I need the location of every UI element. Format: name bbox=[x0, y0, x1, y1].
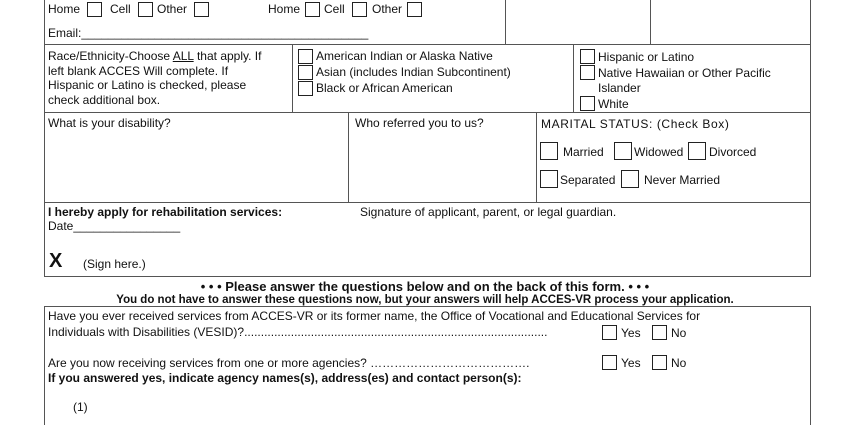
race-hispanic-checkbox[interactable] bbox=[580, 49, 595, 64]
apply-date-field[interactable]: Date________________ bbox=[48, 219, 181, 233]
phone2-home-checkbox[interactable] bbox=[305, 2, 320, 17]
instructions-heading: • • • Please answer the questions below and on the back of this form. • • • bbox=[200, 279, 650, 294]
marital-status-title: MARITAL STATUS: (Check Box) bbox=[541, 117, 730, 131]
questions-box-top bbox=[44, 306, 811, 307]
agency-item-1-label: (1) bbox=[73, 400, 88, 414]
prior-services-yes-label: Yes bbox=[621, 326, 641, 340]
race-asian-label: Asian (includes Indian Subcontinent) bbox=[316, 65, 511, 79]
race-prompt-all: ALL bbox=[172, 49, 194, 63]
question-agency-details: If you answered yes, indicate agency names(s), address(es) and contact person(s): bbox=[48, 371, 522, 385]
phone-cell-label: Cell bbox=[110, 2, 131, 16]
agency-item-1-input[interactable] bbox=[95, 396, 795, 418]
race-prompt-line3: Hispanic or Latino is checked, please bbox=[48, 78, 247, 92]
current-agencies-no-checkbox[interactable] bbox=[652, 355, 667, 370]
table-border-right bbox=[810, 0, 811, 276]
apply-statement: I hereby apply for rehabilitation services: bbox=[48, 205, 283, 219]
phone-home-label: Home bbox=[48, 2, 81, 16]
race-asian-checkbox[interactable] bbox=[298, 65, 313, 80]
marital-never-married-checkbox[interactable] bbox=[621, 170, 639, 188]
phone-other-checkbox[interactable] bbox=[194, 2, 209, 17]
current-agencies-yes-label: Yes bbox=[621, 356, 641, 370]
race-prompt-line2: left blank ACCES Will complete. If bbox=[48, 63, 229, 78]
questions-box-right bbox=[810, 306, 811, 425]
race-american-indian-checkbox[interactable] bbox=[298, 49, 313, 64]
race-hawaiian-checkbox[interactable] bbox=[580, 65, 595, 80]
table-divider bbox=[536, 112, 537, 202]
race-hispanic-label: Hispanic or Latino bbox=[598, 50, 695, 64]
table-row-line bbox=[44, 44, 811, 45]
marital-divorced-checkbox[interactable] bbox=[688, 142, 706, 160]
phone2-home-label: Home bbox=[268, 2, 301, 16]
questions-box-left bbox=[44, 306, 45, 425]
marital-married-checkbox[interactable] bbox=[540, 142, 558, 160]
table-divider bbox=[505, 0, 506, 44]
table-divider bbox=[650, 0, 651, 44]
referred-input[interactable] bbox=[350, 131, 534, 199]
question-prior-services: Have you ever received services from ACCES-VR or its former name, the Office of Vocational and Educational Services for bbox=[48, 309, 701, 323]
race-prompt-text: Race/Ethnicity-Choose bbox=[48, 49, 173, 63]
marital-separated-label: Separated bbox=[560, 173, 616, 187]
question-prior-services-line2: Individuals with Disabilities (VESID)?........................................................................................... bbox=[48, 325, 548, 339]
prior-services-no-label: No bbox=[671, 326, 687, 340]
marital-widowed-checkbox[interactable] bbox=[614, 142, 632, 160]
current-agencies-no-label: No bbox=[671, 356, 687, 370]
table-row-line bbox=[44, 202, 811, 203]
table-divider bbox=[348, 112, 349, 202]
race-prompt-line4: check additional box. bbox=[48, 92, 161, 107]
table-divider bbox=[573, 44, 574, 112]
race-white-label: White bbox=[598, 97, 629, 111]
signature-label: Signature of applicant, parent, or legal guardian. bbox=[360, 205, 617, 219]
prior-services-no-checkbox[interactable] bbox=[652, 325, 667, 340]
table-row-line bbox=[44, 276, 811, 277]
instructions-subheading: You do not have to answer these questions now, but your answers will help ACCES-VR process your application. bbox=[116, 294, 734, 306]
disability-label: What is your disability? bbox=[48, 116, 171, 130]
marital-widowed-label: Widowed bbox=[634, 145, 684, 159]
phone2-other-checkbox[interactable] bbox=[407, 2, 422, 17]
phone2-cell-checkbox[interactable] bbox=[352, 2, 367, 17]
table-divider bbox=[292, 44, 293, 112]
sign-here-label: (Sign here.) bbox=[83, 257, 146, 271]
phone2-other-label: Other bbox=[372, 2, 403, 16]
marital-separated-checkbox[interactable] bbox=[540, 170, 558, 188]
race-black-label: Black or African American bbox=[316, 81, 453, 95]
race-hawaiian-label: Native Hawaiian or Other Pacific bbox=[598, 66, 771, 80]
email-field[interactable]: Email:___________________________________________ bbox=[48, 26, 369, 40]
question-current-agencies: Are you now receiving services from one or more agencies? …………………………………. bbox=[48, 356, 530, 370]
phone-other-label: Other bbox=[157, 2, 188, 16]
race-white-checkbox[interactable] bbox=[580, 96, 595, 111]
table-row-line bbox=[44, 112, 811, 113]
signature-x-mark: X bbox=[49, 250, 63, 272]
current-agencies-yes-checkbox[interactable] bbox=[602, 355, 617, 370]
race-prompt bbox=[48, 49, 261, 107]
marital-never-married-label: Never Married bbox=[644, 173, 721, 187]
phone-home-checkbox[interactable] bbox=[87, 2, 102, 17]
prior-services-yes-checkbox[interactable] bbox=[602, 325, 617, 340]
race-black-checkbox[interactable] bbox=[298, 81, 313, 96]
race-prompt-text-2: that apply. If bbox=[193, 49, 262, 63]
race-hawaiian-label-2: Islander bbox=[598, 81, 641, 95]
marital-divorced-label: Divorced bbox=[709, 145, 757, 159]
marital-married-label: Married bbox=[563, 145, 604, 159]
table-border-left bbox=[44, 0, 45, 276]
race-american-indian-label: American Indian or Alaska Native bbox=[316, 49, 493, 63]
disability-input[interactable] bbox=[46, 131, 346, 199]
phone-cell-checkbox[interactable] bbox=[138, 2, 153, 17]
referred-label: Who referred you to us? bbox=[355, 116, 484, 130]
phone2-cell-label: Cell bbox=[324, 2, 345, 16]
